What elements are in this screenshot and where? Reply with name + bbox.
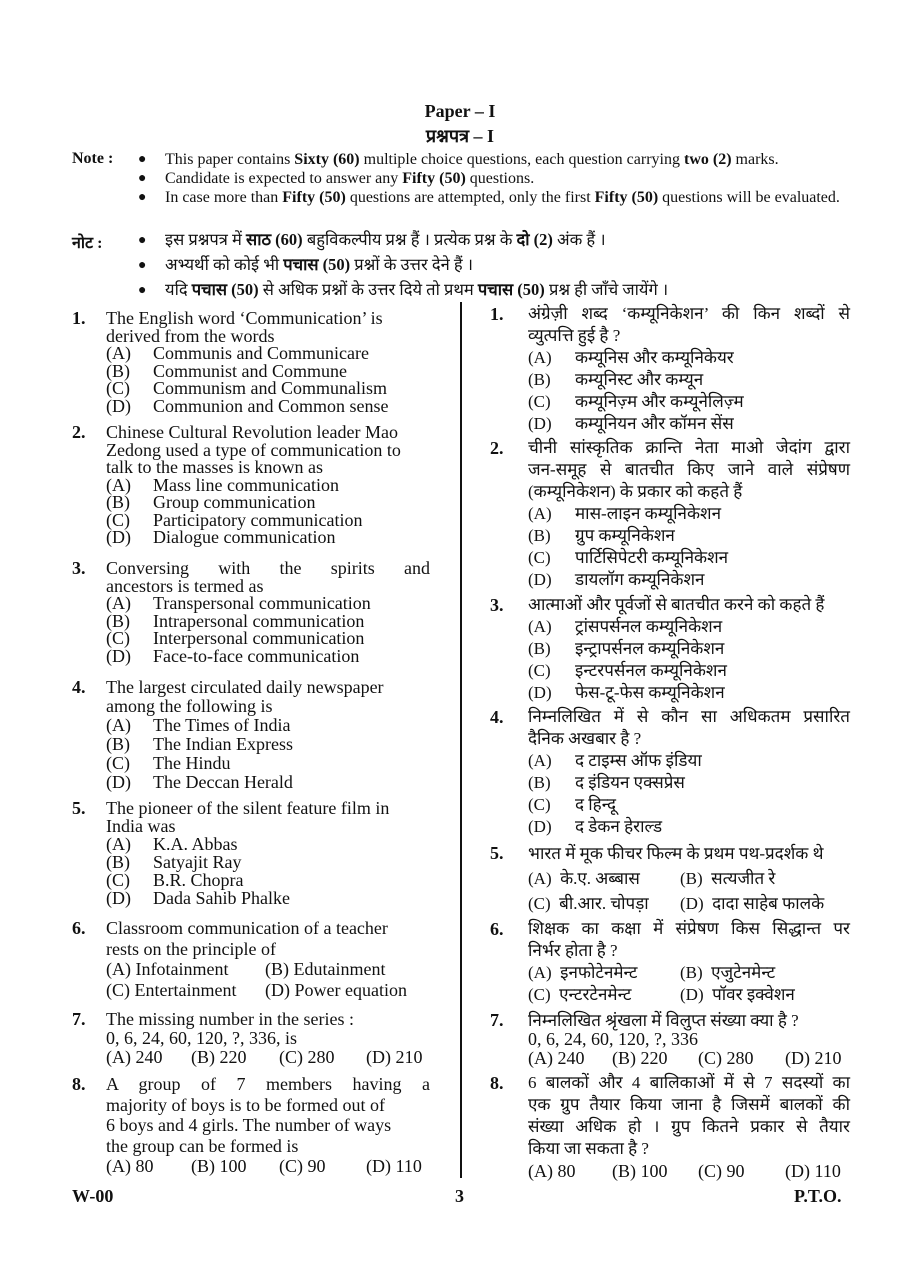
bullet-icon: ● — [138, 190, 147, 205]
option-a: (A) K.A. Abbas — [106, 834, 238, 854]
options-row-2: (C) एन्टरटेनमेन्ट (D) पॉवर इक्वेशन — [528, 985, 795, 1004]
options-row-1: (A) 80 (B) 100 (C) 90 (D) 110 — [528, 1161, 841, 1181]
option-d: (D) The Deccan Herald — [106, 772, 293, 792]
option-c: (C) Interpersonal communication — [106, 628, 365, 648]
bullet-icon: ● — [138, 171, 147, 186]
option-b: (B) कम्यूनिस्ट और कम्यून — [528, 370, 704, 389]
option-c: (C) इन्टरपर्सनल कम्यूनिकेशन — [528, 661, 727, 680]
option-c: (C) B.R. Chopra — [106, 870, 244, 890]
note-hindi-line-2: अभ्यर्थी को कोई भी पचास (50) प्रश्नों के उत्तर देने हैं । — [165, 255, 474, 274]
option-a: (A) Transpersonal communication — [106, 593, 371, 613]
page-title-hindi: प्रश्नपत्र – I — [425, 126, 495, 146]
note-hindi-line-3: यदि पचास (50) से अधिक प्रश्नों के उत्तर दिये तो प्रथम पचास (50) प्रश्न ही जाँचे जायेंगे । — [165, 280, 669, 299]
question-hi-1: 1. अंग्रेज़ी शब्द ‘कम्यूनिकेशन’ की किन शब्दों से व्युत्पत्ति हुई है ? (A) कम्यूनिस और कम्यूनिकेयर (B) कम्यूनिस्ट और कम्यून (C) कम्यूनिज़्म और कम्यूनेलिज़्म (D) कम्यूनियन और कॉमन सेंस — [490, 304, 850, 433]
option-a: (A) The Times of India — [106, 715, 291, 735]
option-a: (A) कम्यूनिस और कम्यूनिकेयर — [528, 348, 734, 367]
note-label-hindi: नोट : — [72, 235, 103, 252]
page-number: 3 — [455, 1186, 464, 1206]
option-d: (D) Face-to-face communication — [106, 645, 360, 666]
option-c: (C) Participatory communication — [106, 509, 363, 530]
option-b: (B) Communist and Commune — [106, 360, 348, 381]
option-d: (D) Dialogue communication — [106, 527, 336, 547]
question-en-6: 6. Classroom communication of a teacher rests on the principle of (A) Infotainment (B) Edutainment (C) Entertainment (D) Power equation — [72, 918, 430, 1000]
option-b: (B) इन्ट्रापर्सनल कम्यूनिकेशन — [528, 639, 725, 658]
options-row-1: (A) के.ए. अब्बास (B) सत्यजीत रे — [528, 869, 776, 888]
note-label: Note : — [72, 150, 114, 167]
option-d: (D) कम्यूनियन और कॉमन सेंस — [528, 414, 734, 433]
note-line-1: This paper contains Sixty (60) multiple choice questions, each question carrying two (2) marks. — [165, 151, 779, 168]
option-d: (D) द डेकन हेराल्ड — [528, 817, 663, 836]
option-b: (B) द इंडियन एक्सप्रेस — [528, 773, 685, 792]
option-a: (A) Communis and Communicare — [106, 343, 369, 363]
options-row-1: (A) 240 (B) 220 (C) 280 (D) 210 — [106, 1047, 423, 1067]
question-en-1: 1. The English word ‘Communication’ is derived from the words (A) Communis and Communicare (B) Communist and Commune (C) Communism and Communalism (D) Communion and Common sense — [72, 310, 430, 415]
option-b: (B) Intrapersonal communication — [106, 610, 365, 631]
option-c: (C) Communism and Communalism — [106, 378, 388, 398]
option-b: (B) The Indian Express — [106, 734, 293, 754]
question-en-3: 3. Conversing with the spirits and ancestors is termed as (A) Transpersonal communication (B) Intrapersonal communication (C) Interpersonal communication (D) Face-to-face communication — [72, 558, 430, 666]
question-en-8: 8. A group of 7 members having a majority of boys is to be formed out of 6 boys and 4 girls. The number of ways the group can be formed is (A) 80 (B) 100 (C) 90 (D) 110 — [72, 1074, 430, 1176]
question-hi-6: 6. शिक्षक का कक्षा में संप्रेषण किस सिद्धान्त पर निर्भर होता है ? (A) इनफोटेनमेन्ट (B) एजुटेनमेन्ट (C) एन्टरटेनमेन्ट (D) पॉवर इक्वेशन — [490, 919, 850, 1004]
option-b: (B) Satyajit Ray — [106, 852, 242, 872]
options-row-2: (C) बी.आर. चोपड़ा (D) दादा साहेब फालके — [528, 894, 825, 913]
options-row-1: (A) 80 (B) 100 (C) 90 (D) 110 — [106, 1156, 422, 1176]
option-a: (A) मास-लाइन कम्यूनिकेशन — [528, 504, 722, 523]
column-divider — [460, 302, 462, 1178]
option-c: (C) कम्यूनिज़्म और कम्यूनेलिज़्म — [528, 392, 744, 411]
question-en-2: 2. Chinese Cultural Revolution leader Mao Zedong used a type of communication to talk to the masses is known as (A) Mass line communication (B) Group communication (C) Participatory communication (D) Dialogue communication — [72, 424, 430, 547]
bullet-icon: ● — [138, 258, 147, 273]
question-hi-3: 3. आत्माओं और पूर्वजों से बातचीत करने को कहते हैं (A) ट्रांसपर्सनल कम्यूनिकेशन (B) इन्ट्रापर्सनल कम्यूनिकेशन (C) इन्टरपर्सनल कम्यूनिकेशन (D) फेस-टू-फेस कम्यूनिकेशन — [490, 594, 850, 704]
question-hi-8: 8. 6 बालकों और 4 बालिकाओं में से 7 सदस्यों का एक ग्रुप तैयार किया जाना है जिसमें बालकों की संख्या अधिक हो । ग्रुप कितने प्रकार से तैयार किया जा सकता है ? (A) 80 (B) 100 (C) 90 (D) 110 — [490, 1073, 850, 1181]
option-a: (A) Mass line communication — [106, 474, 339, 495]
option-d: (D) Dada Sahib Phalke — [106, 888, 290, 908]
note-line-2: Candidate is expected to answer any Fifty (50) questions. — [165, 170, 535, 187]
paper-code: W-00 — [72, 1186, 114, 1206]
question-hi-7: 7. निम्नलिखित श्रृंखला में विलुप्त संख्या क्या है ? 0, 6, 24, 60, 120, ?, 336 (A) 240 (B) 220 (C) 280 (D) 210 — [490, 1011, 850, 1068]
question-hi-2: 2. चीनी सांस्कृतिक क्रान्ति नेता माओ जेदांग द्वारा जन-समूह से बातचीत किए जाने वाले संप्रेषण (कम्यूनिकेशन) के प्रकार को कहते हैं (A) मास-लाइन कम्यूनिकेशन (B) ग्रुप कम्यूनिकेशन (C) पार्टिसिपेटरी कम्यूनिकेशन (D) डायलॉग कम्यूनिकेशन — [490, 438, 850, 589]
pto-label: P.T.O. — [794, 1186, 842, 1206]
bullet-icon: ● — [138, 233, 147, 248]
page-title: Paper – I — [424, 101, 496, 121]
option-c: (C) The Hindu — [106, 753, 231, 773]
option-b: (B) Group communication — [106, 492, 316, 512]
option-c: (C) पार्टिसिपेटरी कम्यूनिकेशन — [528, 548, 729, 567]
note-hindi-line-1: इस प्रश्नपत्र में साठ (60) बहुविकल्पीय प्रश्न हैं । प्रत्येक प्रश्न के दो (2) अंक हैं । — [165, 230, 606, 249]
option-d: (D) Communion and Common sense — [106, 395, 389, 416]
bullet-icon: ● — [138, 152, 147, 167]
option-d: (D) डायलॉग कम्यूनिकेशन — [528, 570, 705, 589]
option-a: (A) ट्रांसपर्सनल कम्यूनिकेशन — [528, 617, 723, 636]
options-row-2: (C) Entertainment (D) Power equation — [106, 979, 407, 1000]
note-line-3: In case more than Fifty (50) questions are attempted, only the first Fifty (50) questions will be evaluated. — [165, 189, 840, 206]
question-en-4: 4. The largest circulated daily newspaper among the following is (A) The Times of India (B) The Indian Express (C) The Hindu (D) The Deccan Herald — [72, 678, 430, 792]
option-a: (A) द टाइम्स ऑफ इंडिया — [528, 751, 702, 770]
bullet-icon: ● — [138, 283, 147, 298]
question-en-5: 5. The pioneer of the silent feature film in India was (A) K.A. Abbas (B) Satyajit Ray (C) B.R. Chopra (D) Dada Sahib Phalke — [72, 799, 430, 907]
option-d: (D) फेस-टू-फेस कम्यूनिकेशन — [528, 683, 725, 702]
options-row-1: (A) 240 (B) 220 (C) 280 (D) 210 — [528, 1048, 842, 1068]
question-hi-5: 5. भारत में मूक फीचर फिल्म के प्रथम पथ-प्रदर्शक थे (A) के.ए. अब्बास (B) सत्यजीत रे (C) बी.आर. चोपड़ा (D) दादा साहेब फालके — [490, 841, 850, 916]
question-en-7: 7. The missing number in the series : 0, 6, 24, 60, 120, ?, 336, is (A) 240 (B) 220 (C) 280 (D) 210 — [72, 1010, 430, 1067]
options-row-1: (A) इनफोटेनमेन्ट (B) एजुटेनमेन्ट — [528, 963, 776, 982]
option-b: (B) ग्रुप कम्यूनिकेशन — [528, 526, 675, 545]
options-row-1: (A) Infotainment (B) Edutainment — [106, 959, 386, 979]
question-hi-4: 4. निम्नलिखित में से कौन सा अधिकतम प्रसारित दैनिक अखबार है ? (A) द टाइम्स ऑफ इंडिया (B) द इंडियन एक्सप्रेस (C) द हिन्दू (D) द डेकन हेराल्ड — [490, 707, 850, 836]
option-c: (C) द हिन्दू — [528, 795, 616, 814]
